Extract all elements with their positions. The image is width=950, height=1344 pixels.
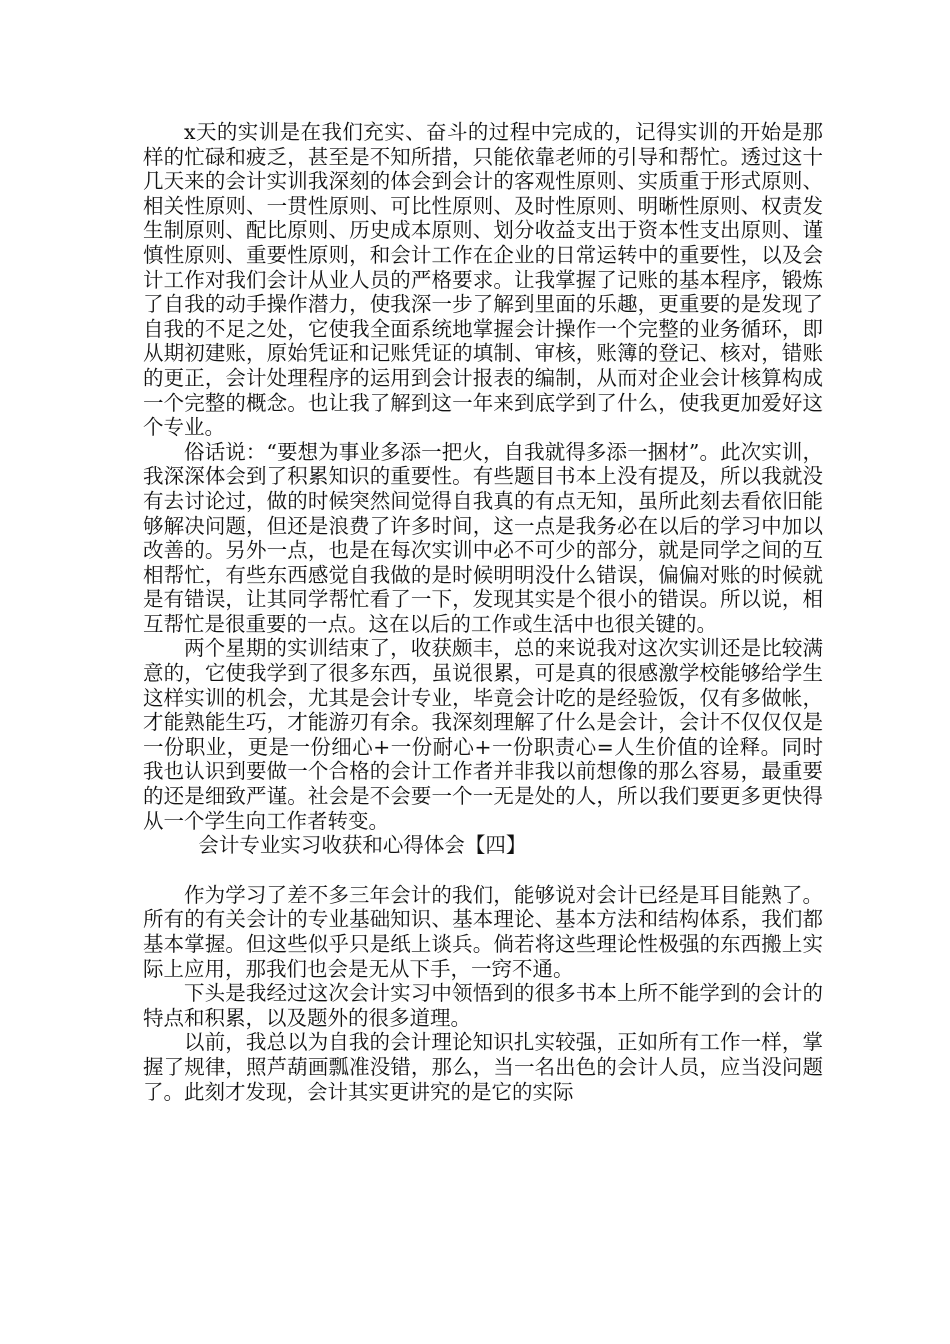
paragraph-6: 以前，我总以为自我的会计理论知识扎实较强，正如所有工作一样，掌握了规律，照芦葫画瓢准没错，那么，当一名出色的会计人员，应当没问题了。此刻才发现，会计其实更讲究的是它的实际	[143, 1030, 823, 1104]
section-gap	[143, 858, 823, 883]
paragraph-1: x天的实训是在我们充实、奋斗的过程中完成的，记得实训的开始是那样的忙碌和疲乏，甚至是不知所措，只能依靠老师的引导和帮忙。透过这十几天来的会计实训我深刻的体会到会计的客观性原则、实质重于形式原则、相关性原则、一贯性原则、可比性原则、及时性原则、明晰性原则、权责发生制原则、配比原则、历史成本原则、划分收益支出于资本性支出原则、谨慎性原则、重要性原则，和会计工作在企业的日常运转中的重要性，以及会计工作对我们会计从业人员的严格要求。让我掌握了记账的基本程序，锻炼了自我的动手操作潜力，使我深一步了解到里面的乐趣，更重要的是发现了自我的不足之处，它使我全面系统地掌握会计操作一个完整的业务循环，即从期初建账，原始凭证和记账凭证的填制、审核，账簿的登记、核对，错账的更正，会计处理程序的运用到会计报表的编制，从而对企业会计核算构成一个完整的概念。也让我了解到这一年来到底学到了什么，使我更加爱好这个专业。	[143, 120, 823, 440]
document-body	[143, 120, 823, 1104]
paragraph-5: 下头是我经过这次会计实习中领悟到的很多书本上所不能学到的会计的特点和积累，以及题外的很多道理。	[143, 981, 823, 1030]
paragraph-3: 两个星期的实训结束了，收获颇丰，总的来说我对这次实训还是比较满意的，它使我学到了很多东西，虽说很累，可是真的很感激学校能够给学生这样实训的机会，尤其是会计专业，毕竟会计吃的是经验饭，仅有多做帐，才能熟能生巧，才能游刃有余。我深刻理解了什么是会计，会计不仅仅仅是一份职业，更是一份细心+一份耐心+一份职责心=人生价值的诠释。同时我也认识到要做一个合格的会计工作者并非我以前想像的那么容易，最重要的还是细致严谨。社会是不会要一个一无是处的人，所以我们要更多更快得从一个学生向工作者转变。	[143, 636, 823, 833]
paragraph-2: 俗话说：“要想为事业多添一把火，自我就得多添一捆材”。此次实训，我深深体会到了积累知识的重要性。有些题目书本上没有提及，所以我就没有去讨论过，做的时候突然间觉得自我真的有点无知，虽所此刻去看依旧能够解决问题，但还是浪费了许多时间，这一点是我务必在以后的学习中加以改善的。另外一点，也是在每次实训中必不可少的部分，就是同学之间的互相帮忙，有些东西感觉自我做的是时候明明没什么错误，偏偏对账的时候就是有错误，让其同学帮忙看了一下，发现其实是个很小的错误。所以说，相互帮忙是很重要的一点。这在以后的工作或生活中也很关键的。	[143, 439, 823, 636]
section-heading: 会计专业实习收获和心得体会【四】	[198, 833, 527, 858]
paragraph-4: 作为学习了差不多三年会计的我们，能够说对会计已经是耳目能熟了。所有的有关会计的专业基础知识、基本理论、基本方法和结构体系，我们都基本掌握。但这些似乎只是纸上谈兵。倘若将这些理论性极强的东西搬上实际上应用，那我们也会是无从下手，一窍不通。	[143, 882, 823, 981]
